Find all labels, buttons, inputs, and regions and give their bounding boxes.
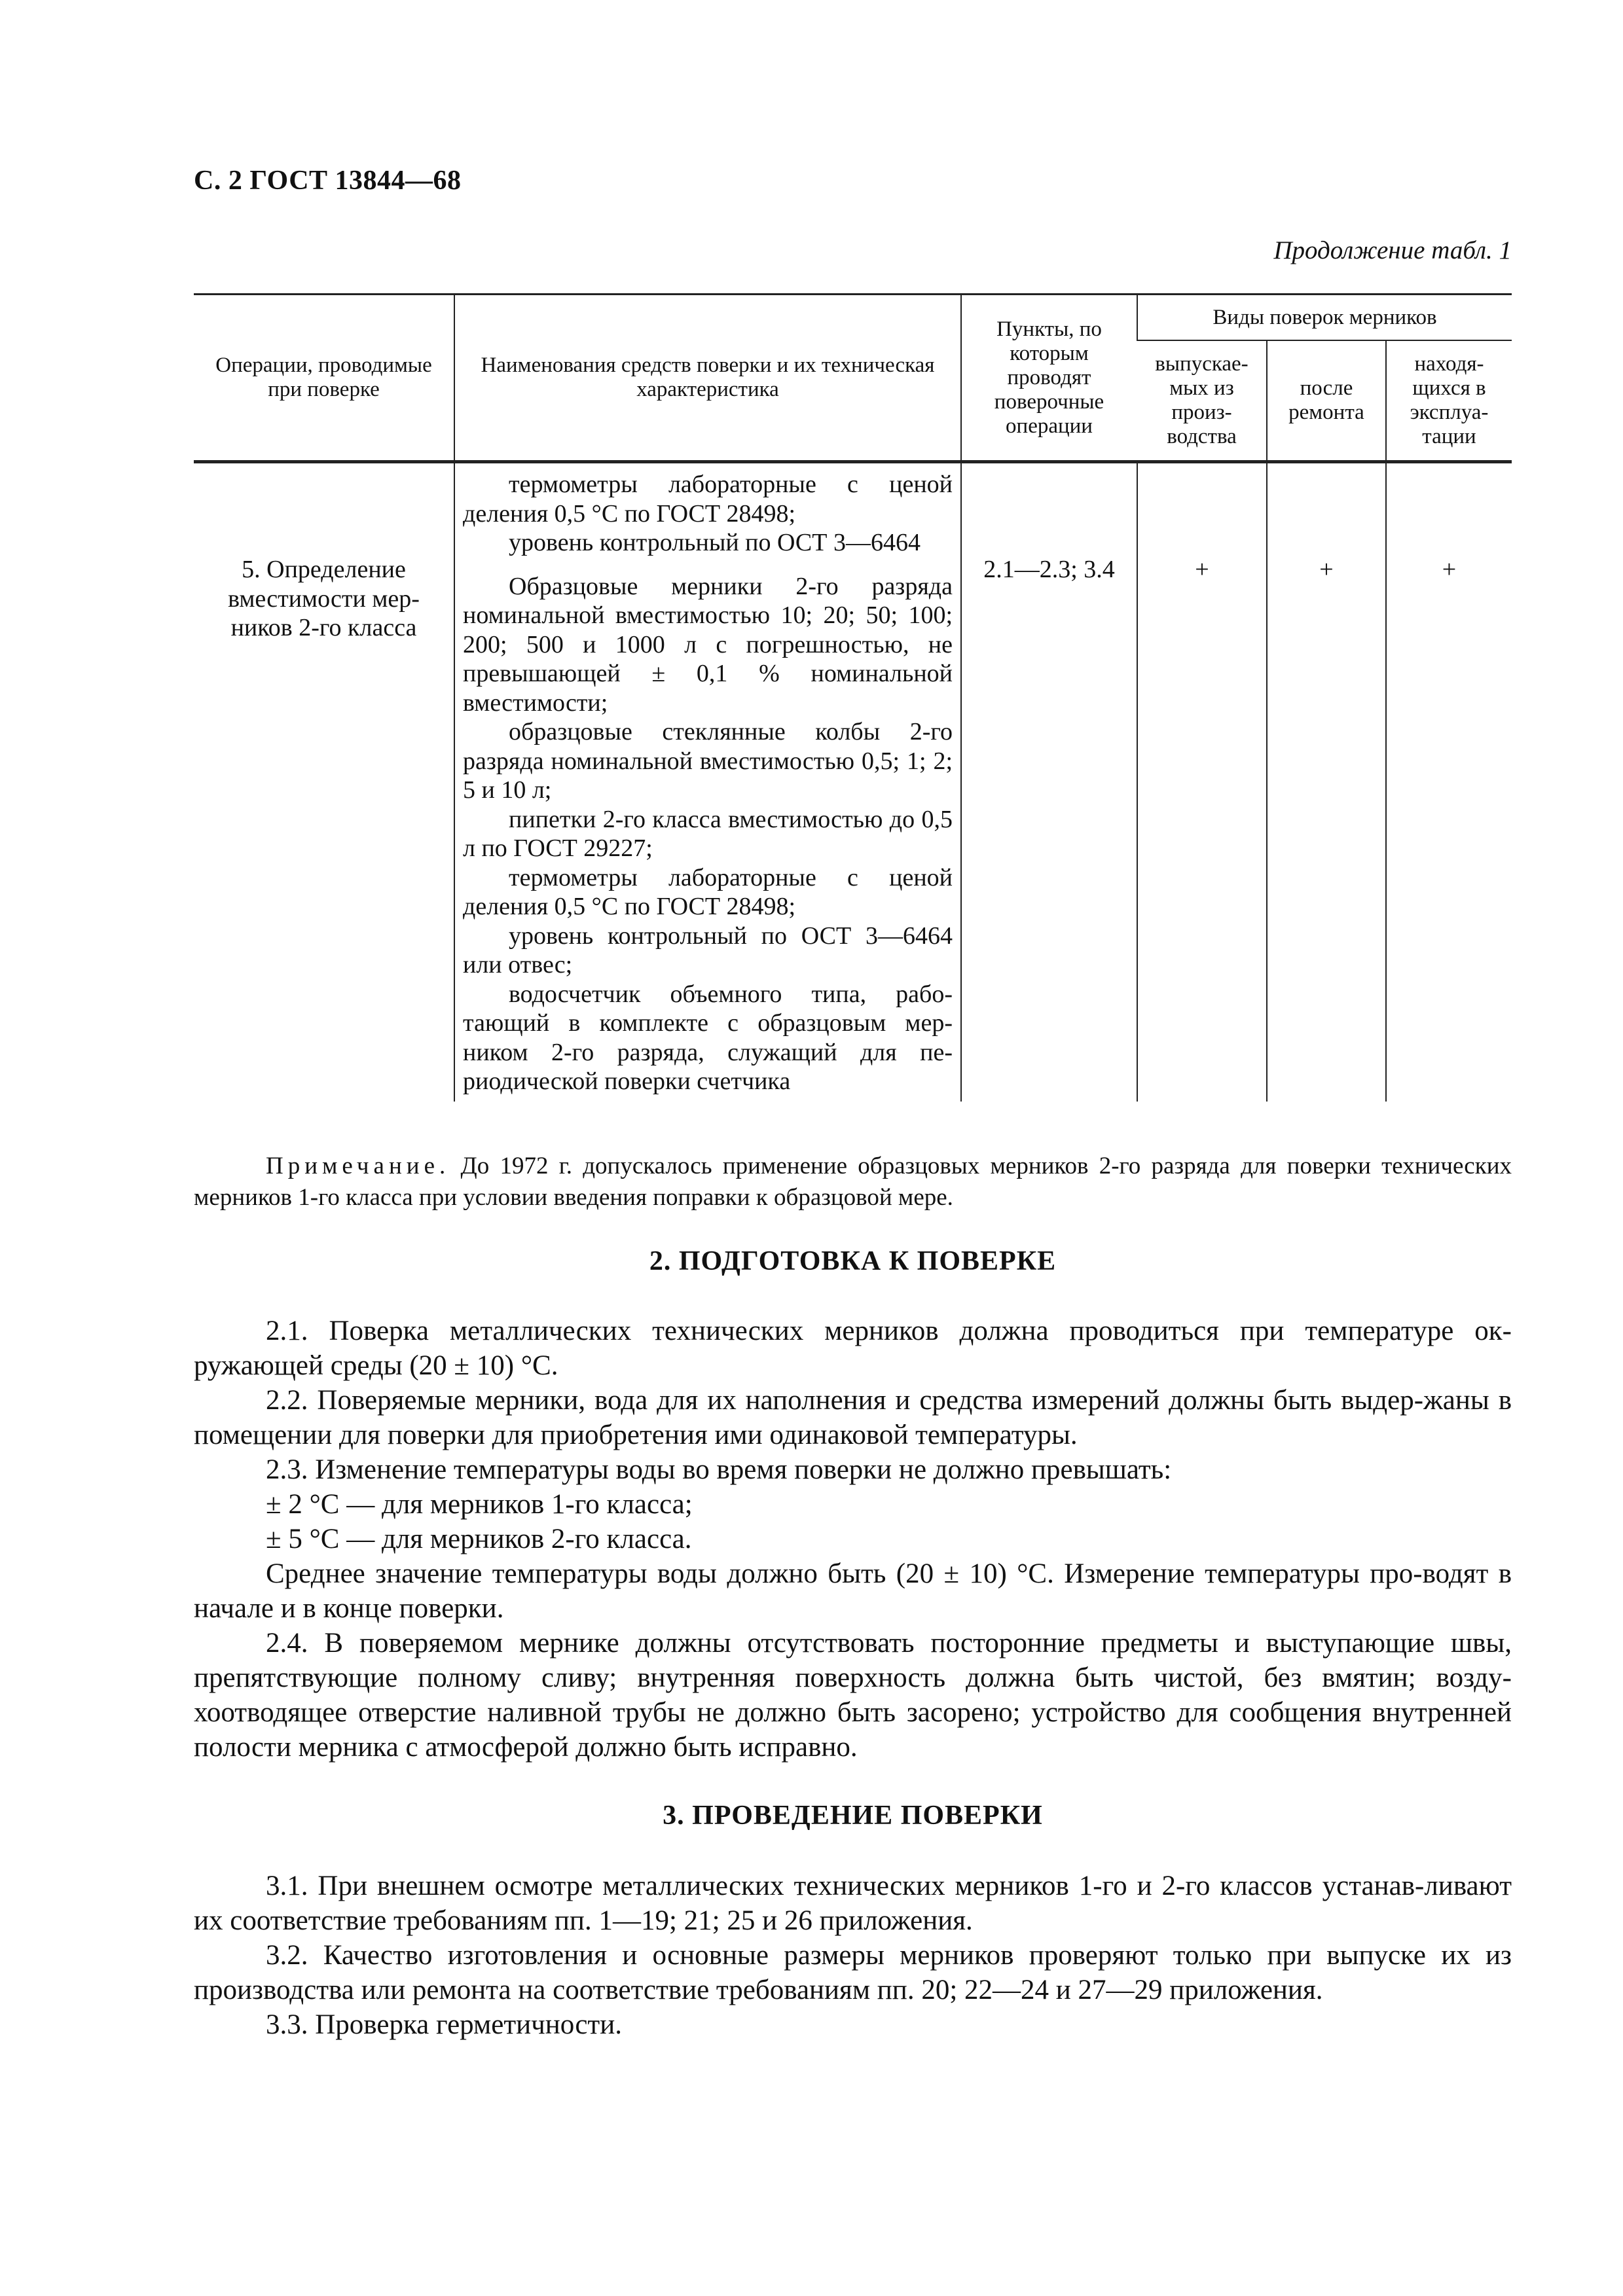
paragraph-2-2: 2.2. Поверяемые мерники, вода для их наполнения и средства измерений должны быть выдер-жаны в помещении для поверки для приобретения ими одинаковой температуры.: [194, 1385, 1512, 1450]
means-item: термометры лабораторные с ценой деления 0,5 °С по ГОСТ 28498;: [463, 863, 953, 920]
header-verification-types: Виды поверок мерников: [1137, 295, 1512, 341]
means-item: уровень контрольный по ОСТ 3—6464 или отвес;: [463, 922, 953, 978]
note-label: Примечание.: [266, 1153, 450, 1179]
header-type-repair: после ремонта: [1267, 340, 1386, 462]
section-3-title: 3. ПРОВЕДЕНИЕ ПОВЕРКИ: [663, 1801, 1043, 1831]
paragraph-2-1: 2.1. Поверка металлических технических мерников должна проводиться при температуре ок-ружающей среды (20 ± 10) °С.: [194, 1316, 1512, 1381]
paragraph-2-3-item: ± 5 °С — для мерников 2-го класса.: [266, 1524, 692, 1554]
header-points: Пункты, по которым проводят поверочные операции: [961, 295, 1137, 462]
paragraph-3-1: 3.1. При внешнем осмотре металлических технических мерников 1-го и 2-го классов устанав-ливают их соответствие требованиям пп. 1—19; 21; 25 и 26 приложения.: [194, 1871, 1512, 1936]
means-item: термометры лабораторные с ценой деления 0,5 °С по ГОСТ 28498;: [463, 471, 953, 528]
section-2-title: 2. ПОДГОТОВКА К ПОВЕРКЕ: [649, 1246, 1057, 1276]
means-cell: [454, 462, 961, 1102]
paragraph-2-3-item: ± 2 °С — для мерников 1-го класса;: [266, 1489, 693, 1520]
means-item: образцовые стеклянные колбы 2-го разряда номинальной вместимостью 0,5; 1; 2; 5 и 10 л;: [463, 718, 953, 804]
means-item: водосчетчик объемного типа, рабо-тающий в комплекте с образцовым мер-ником 2-го разряда, служащий для пе-риодической поверки счетчика: [463, 980, 953, 1095]
points-cell: 2.1—2.3; 3.4: [961, 462, 1137, 1102]
header-type-operation: находя-щихся в эксплуа-тации: [1386, 340, 1512, 462]
note-text: До 1972 г. допускалось применение образцовых мерников 2-го разряда для поверки технических мерников 1-го класса при условии введения поправки к образцовой мере.: [194, 1153, 1512, 1211]
paragraph-2-3-note: Среднее значение температуры воды должно быть (20 ± 10) °С. Измерение температуры про-водят в начале и в конце поверки.: [194, 1558, 1512, 1624]
header-means: Наименования средств поверки и их техническая характеристика: [454, 295, 961, 462]
table-row: [194, 462, 1512, 1102]
section-2-body: [194, 1314, 1512, 1765]
paragraph-3-2: 3.2. Качество изготовления и основные размеры мерников проверяют только при выпуске их из производства или ремонта на соответствие требованиям пп. 20; 22—24 и 27—29 приложения.: [194, 1940, 1512, 2005]
page-header: С. 2 ГОСТ 13844—68: [194, 166, 462, 196]
operation-mark: +: [1386, 462, 1512, 1102]
header-operations: Операции, проводимые при поверке: [194, 295, 454, 462]
header-type-production: выпускае-мых из произ-водства: [1137, 340, 1267, 462]
paragraph-2-4: 2.4. В поверяемом мернике должны отсутствовать посторонние предметы и выступающие швы, препятствующие полному сливу; внутренняя поверхность должна быть чистой, без вмятин; возду-хоотводящее отверстие наливной трубы не должно быть засорено; устройство для сообщения внутренней полости мерника с атмосферой должно быть исправно.: [194, 1628, 1512, 1763]
verification-table: [194, 293, 1512, 1102]
paragraph-3-3: 3.3. Проверка герметичности.: [266, 2009, 622, 2040]
means-item: Образцовые мерники 2-го разряда номинальной вместимостью 10; 20; 50; 100; 200; 500 и 1000 л с погрешностью, не превышающей ± 0,1 % номинальной вместимости;: [463, 572, 953, 717]
repair-mark: +: [1267, 462, 1386, 1102]
production-mark: +: [1137, 462, 1267, 1102]
operation-cell: 5. Определение вместимости мер-ников 2-го класса: [228, 556, 420, 641]
table-note: [194, 1151, 1512, 1213]
section-3-body: [194, 1869, 1512, 2042]
means-item: уровень контрольный по ОСТ 3—6464: [509, 529, 921, 556]
means-item: пипетки 2-го класса вместимостью до 0,5 л по ГОСТ 29227;: [463, 805, 953, 862]
paragraph-2-3: 2.3. Изменение температуры воды во время поверки не должно превышать:: [266, 1454, 1172, 1485]
table-continuation-label: Продолжение табл. 1: [1273, 236, 1512, 264]
